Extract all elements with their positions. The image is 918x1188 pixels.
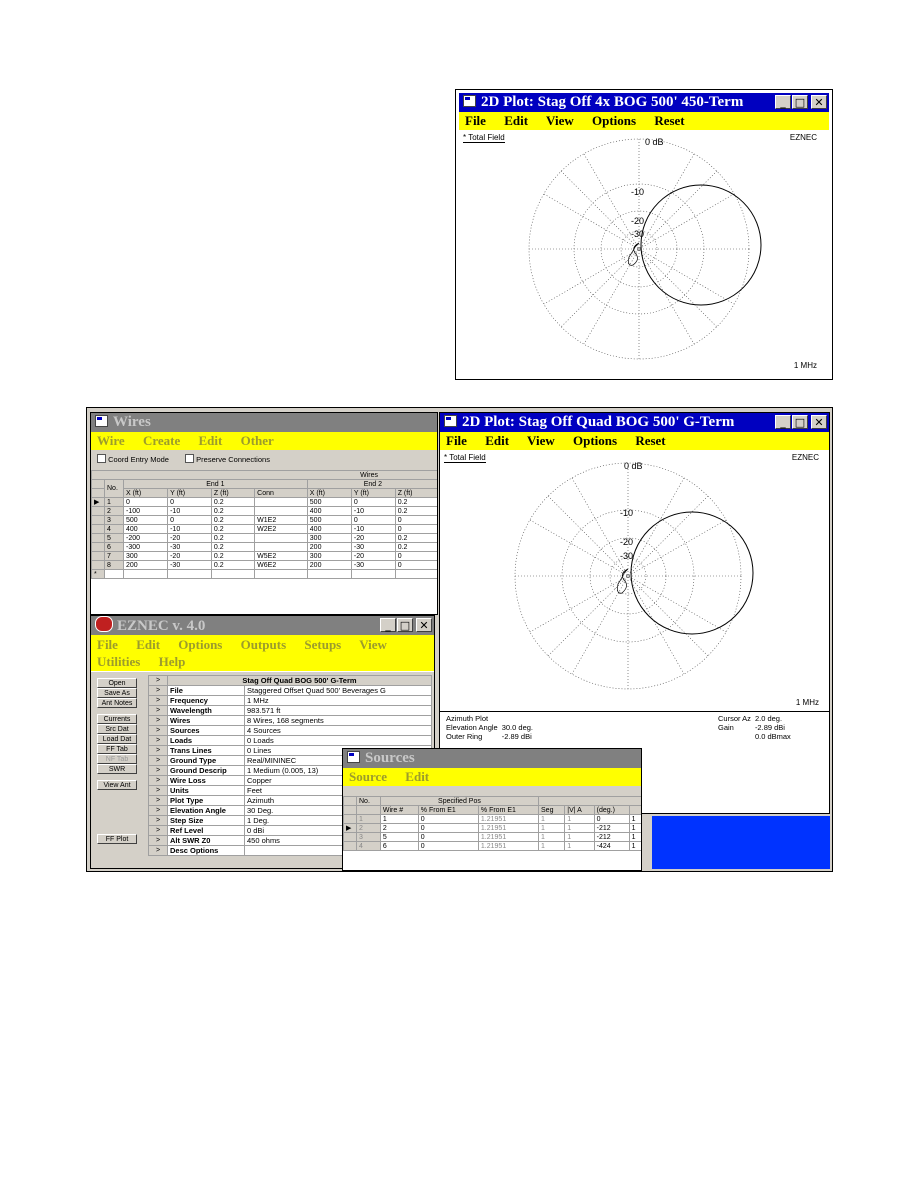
coord-entry-label: Coord Entry Mode: [108, 455, 169, 464]
source-cell[interactable]: 1: [629, 833, 642, 842]
row-arrow-button[interactable]: >: [149, 806, 168, 816]
window-icon: [347, 751, 360, 763]
top-polar-plot: [459, 131, 829, 376]
source-cell[interactable]: -212: [594, 824, 629, 833]
preserve-connections-checkbox[interactable]: [185, 454, 194, 463]
wire-cell[interactable]: 300: [307, 552, 351, 561]
source-cell[interactable]: 1: [565, 842, 594, 851]
col-end1: End 1: [124, 480, 308, 489]
wire-cell[interactable]: 0.2: [211, 507, 254, 516]
menu-edit[interactable]: Edit: [485, 433, 510, 448]
col-wire: Wire #: [380, 806, 418, 815]
row-arrow-button[interactable]: >: [149, 746, 168, 756]
row-arrow-button[interactable]: >: [149, 796, 168, 806]
summary-row[interactable]: [149, 726, 432, 736]
wire-cell[interactable]: 0: [395, 561, 438, 570]
window-title: Sources: [365, 750, 415, 766]
wire-cell[interactable]: 1: [105, 498, 124, 507]
top-plot-area[interactable]: [459, 131, 829, 376]
wire-cell[interactable]: [255, 507, 308, 516]
wire-cell[interactable]: [255, 543, 308, 552]
source-row[interactable]: [344, 833, 643, 842]
wire-cell[interactable]: 0.2: [211, 516, 254, 525]
main-polar-plot: [440, 451, 830, 711]
main-plot-area[interactable]: [440, 451, 830, 712]
source-cell[interactable]: 0: [418, 815, 478, 824]
menu-edit[interactable]: Edit: [136, 637, 161, 652]
ring-label-30: -30: [631, 229, 645, 239]
save-as-button[interactable]: Save As: [97, 688, 137, 698]
currents-button[interactable]: Currents: [97, 714, 137, 724]
source-cell[interactable]: 1.21951: [478, 842, 538, 851]
summary-key: File: [168, 686, 245, 696]
maximize-button[interactable]: □: [397, 618, 413, 632]
eznec-button-column: [97, 678, 137, 844]
summary-value: 450 ohms: [245, 836, 432, 846]
source-cell[interactable]: 0: [418, 824, 478, 833]
wire-cell[interactable]: 0: [124, 498, 168, 507]
top-plot-titlebar[interactable]: [459, 93, 829, 112]
nf-tab-button[interactable]: NF Tab: [97, 754, 137, 764]
row-selector[interactable]: [92, 525, 105, 534]
minimize-button[interactable]: _: [380, 618, 396, 632]
antenna-name: Stag Off Quad BOG 500' G-Term: [168, 676, 432, 686]
sources-menubar: [343, 768, 641, 786]
window-icon: [444, 415, 457, 427]
row-selector[interactable]: [92, 516, 105, 525]
row-arrow-button[interactable]: >: [149, 846, 168, 856]
summary-key: Ref Level: [168, 826, 245, 836]
menu-view[interactable]: View: [359, 637, 387, 652]
wire-cell[interactable]: -10: [351, 507, 395, 516]
row-arrow-button[interactable]: >: [149, 726, 168, 736]
close-button[interactable]: ✕: [811, 415, 827, 429]
summary-key: Desc Options: [168, 846, 245, 856]
wires-titlebar[interactable]: [91, 413, 437, 432]
pattern-lobe: [631, 512, 753, 634]
source-cell[interactable]: 1: [539, 815, 565, 824]
wires-table: [91, 470, 438, 579]
sources-window: [342, 748, 642, 871]
wire-cell[interactable]: 3: [105, 516, 124, 525]
col-y2: Y (ft): [351, 489, 395, 498]
wire-cell[interactable]: 8: [105, 561, 124, 570]
row-arrow-button[interactable]: >: [149, 716, 168, 726]
col-pct1: % From E1: [418, 806, 478, 815]
current-row-arrow-icon[interactable]: ▶: [344, 824, 357, 833]
plot-brand: EZNEC: [791, 453, 819, 462]
ring-label-0: 0 dB: [645, 137, 664, 147]
source-cell[interactable]: 1: [539, 842, 565, 851]
menu-file[interactable]: File: [446, 433, 467, 448]
summary-row[interactable]: [149, 716, 432, 726]
menu-view[interactable]: View: [527, 433, 555, 448]
row-arrow-button[interactable]: >: [149, 786, 168, 796]
wire-cell[interactable]: 0.2: [211, 543, 254, 552]
source-cell[interactable]: 1: [380, 815, 418, 824]
plot-legend: * Total Field: [463, 133, 505, 142]
col-z1: Z (ft): [211, 489, 254, 498]
ant-notes-button[interactable]: Ant Notes: [97, 698, 137, 708]
summary-value: 1 Medium (0.005, 13): [245, 766, 432, 776]
wire-row[interactable]: [92, 498, 439, 507]
sources-table: [343, 796, 642, 851]
row-selector[interactable]: [92, 543, 105, 552]
window-title: 2D Plot: Stag Off 4x BOG 500' 450-Term: [481, 94, 744, 110]
source-cell[interactable]: 3: [357, 833, 381, 842]
wire-row[interactable]: [92, 525, 439, 534]
bottom-composite: [86, 407, 833, 872]
view-ant-button[interactable]: View Ant: [97, 780, 137, 790]
menu-edit[interactable]: Edit: [405, 769, 430, 784]
maximize-button[interactable]: □: [792, 415, 808, 429]
wire-cell[interactable]: 300: [124, 552, 168, 561]
ff-tab-button[interactable]: FF Tab: [97, 744, 137, 754]
row-arrow-button[interactable]: >: [149, 766, 168, 776]
info-right: Cursor Az 2.0 deg. Gain -2.89 dBi 0.0 dBmax: [718, 714, 791, 741]
wire-cell[interactable]: 2: [105, 507, 124, 516]
top-plot-menubar: [459, 112, 829, 130]
wire-cell[interactable]: -200: [124, 534, 168, 543]
summary-key: Wires: [168, 716, 245, 726]
wire-cell[interactable]: 0: [351, 516, 395, 525]
menu-file[interactable]: File: [465, 113, 486, 128]
src-dat-button[interactable]: Src Dat: [97, 724, 137, 734]
summary-value: Staggered Offset Quad 500' Beverages G: [245, 686, 432, 696]
desktop-background: [652, 816, 830, 869]
summary-value: 0 dBi: [245, 826, 432, 836]
source-cell[interactable]: 0: [418, 833, 478, 842]
ring-label-0: 0 dB: [624, 461, 643, 471]
row-selector[interactable]: [92, 507, 105, 516]
info-left: Azimuth Plot Elevation Angle 30.0 deg. Outer Ring -2.89 dBi: [446, 714, 533, 741]
sources-titlebar[interactable]: [343, 749, 641, 768]
wire-cell[interactable]: 200: [124, 561, 168, 570]
summary-value: 30 Deg.: [245, 806, 432, 816]
menu-options[interactable]: Options: [591, 113, 637, 128]
menu-outputs[interactable]: Outputs: [240, 637, 287, 652]
wire-cell[interactable]: -10: [168, 507, 212, 516]
maximize-button[interactable]: □: [792, 95, 808, 109]
col-no: No.: [357, 797, 381, 806]
summary-key: Elevation Angle: [168, 806, 245, 816]
menu-help[interactable]: Help: [158, 654, 186, 669]
summary-key: Sources: [168, 726, 245, 736]
row-selector[interactable]: [92, 534, 105, 543]
main-plot-menubar: [440, 432, 829, 450]
menu-options[interactable]: Options: [178, 637, 223, 652]
summary-key: Plot Type: [168, 796, 245, 806]
menu-edit[interactable]: Edit: [198, 433, 223, 448]
row-selector[interactable]: [92, 552, 105, 561]
source-cell[interactable]: 1.21951: [478, 833, 538, 842]
wire-cell[interactable]: -30: [168, 543, 212, 552]
wire-row[interactable]: [92, 516, 439, 525]
summary-key: Wire Loss: [168, 776, 245, 786]
wire-cell[interactable]: -30: [351, 561, 395, 570]
menu-create[interactable]: Create: [142, 433, 181, 448]
wire-row[interactable]: [92, 534, 439, 543]
close-button[interactable]: ✕: [416, 618, 432, 632]
summary-value: 4 Sources: [245, 726, 432, 736]
wire-cell[interactable]: 0: [395, 516, 438, 525]
col-z2: Z (ft): [395, 489, 438, 498]
wires-options-bar: [91, 450, 437, 470]
col-seg: Seg: [539, 806, 565, 815]
source-row[interactable]: [344, 842, 643, 851]
source-row[interactable]: [344, 815, 643, 824]
source-cell[interactable]: 1: [539, 833, 565, 842]
wire-cell[interactable]: -300: [124, 543, 168, 552]
row-arrow-button[interactable]: >: [149, 776, 168, 786]
wire-cell[interactable]: 200: [307, 543, 351, 552]
menu-wire[interactable]: Wire: [97, 433, 125, 448]
source-cell[interactable]: 1: [539, 824, 565, 833]
open-button[interactable]: Open: [97, 678, 137, 688]
wire-cell[interactable]: [255, 498, 308, 507]
source-cell[interactable]: 1: [629, 824, 642, 833]
source-cell[interactable]: 1: [629, 842, 642, 851]
source-cell[interactable]: 1: [565, 824, 594, 833]
ring-label-20: -20: [620, 537, 634, 547]
wire-cell[interactable]: 500: [124, 516, 168, 525]
wire-cell[interactable]: 5: [105, 534, 124, 543]
source-cell[interactable]: 0: [418, 842, 478, 851]
preserve-connections-label: Preserve Connections: [196, 455, 270, 464]
col-specified-pos: Specified Pos: [380, 797, 538, 806]
summary-key: Ground Type: [168, 756, 245, 766]
wire-row[interactable]: [92, 507, 439, 516]
row-arrow-button[interactable]: >: [149, 816, 168, 826]
wire-cell[interactable]: 0.2: [211, 498, 254, 507]
window-title: 2D Plot: Stag Off Quad BOG 500' G-Term: [462, 414, 735, 430]
plot-frequency: 1 MHz: [795, 698, 819, 707]
wire-cell[interactable]: 0: [168, 498, 212, 507]
source-cell[interactable]: 1: [357, 815, 381, 824]
menu-file[interactable]: File: [97, 637, 118, 652]
wire-cell[interactable]: -20: [168, 552, 212, 561]
summary-value: 0 Lines: [245, 746, 432, 756]
new-row-marker: *: [92, 570, 105, 579]
col-conn: Conn: [255, 489, 308, 498]
summary-row[interactable]: [149, 686, 432, 696]
wire-row[interactable]: [92, 552, 439, 561]
source-cell[interactable]: 1.21951: [478, 815, 538, 824]
summary-value: 8 Wires, 168 segments: [245, 716, 432, 726]
row-selector[interactable]: [92, 561, 105, 570]
col-y1: Y (ft): [168, 489, 212, 498]
wire-cell[interactable]: 400: [307, 507, 351, 516]
minimize-button[interactable]: _: [775, 415, 791, 429]
window-title: Wires: [113, 414, 151, 430]
summary-key: Trans Lines: [168, 746, 245, 756]
source-cell[interactable]: -212: [594, 833, 629, 842]
summary-value: 1 MHz: [245, 696, 432, 706]
col-va: |V| A: [565, 806, 594, 815]
wire-cell[interactable]: -20: [351, 552, 395, 561]
wire-cell[interactable]: 500: [307, 516, 351, 525]
wire-cell[interactable]: 0.2: [211, 534, 254, 543]
row-arrow-button[interactable]: >: [149, 686, 168, 696]
wire-cell[interactable]: W5E2: [255, 552, 308, 561]
wire-cell[interactable]: W2E2: [255, 525, 308, 534]
current-row-arrow-icon[interactable]: ▶: [92, 498, 105, 507]
col-deg: (deg.): [594, 806, 629, 815]
plot-frequency: 1 MHz: [793, 361, 817, 370]
wires-menubar: [91, 432, 437, 450]
wire-cell[interactable]: 400: [307, 525, 351, 534]
wire-cell[interactable]: 200: [307, 561, 351, 570]
window-title: EZNEC v. 4.0: [117, 618, 206, 634]
col-x1: X (ft): [124, 489, 168, 498]
wire-cell[interactable]: 0: [395, 552, 438, 561]
wire-cell[interactable]: 4: [105, 525, 124, 534]
summary-value: 1 Deg.: [245, 816, 432, 826]
source-cell[interactable]: 1: [565, 815, 594, 824]
wire-row[interactable]: [92, 561, 439, 570]
top-plot-window: [459, 93, 829, 376]
swr-button[interactable]: SWR: [97, 764, 137, 774]
row-arrow-button[interactable]: >: [149, 826, 168, 836]
eznec-logo-icon: [95, 616, 113, 632]
source-cell[interactable]: -424: [594, 842, 629, 851]
ring-label-10: -10: [620, 508, 634, 518]
summary-row[interactable]: [149, 736, 432, 746]
wire-cell[interactable]: 0.2: [395, 507, 438, 516]
summary-key: Ground Descrip: [168, 766, 245, 776]
wires-group-header: Wires: [92, 471, 439, 480]
ring-label-20: -20: [631, 216, 645, 226]
wire-cell[interactable]: -10: [351, 525, 395, 534]
summary-key: Units: [168, 786, 245, 796]
row-selector[interactable]: [344, 842, 357, 851]
source-cell[interactable]: 0: [594, 815, 629, 824]
source-cell[interactable]: 1.21951: [478, 824, 538, 833]
ff-plot-button[interactable]: FF Plot: [97, 834, 137, 844]
wire-cell[interactable]: -10: [168, 525, 212, 534]
load-dat-button[interactable]: Load Dat: [97, 734, 137, 744]
row-selector[interactable]: [344, 815, 357, 824]
menu-reset[interactable]: Reset: [654, 113, 685, 128]
menu-utilities[interactable]: Utilities: [97, 654, 141, 669]
summary-value: Azimuth: [245, 796, 432, 806]
wire-cell[interactable]: [255, 534, 308, 543]
source-cell[interactable]: 1: [565, 833, 594, 842]
source-cell[interactable]: 2: [357, 824, 381, 833]
plot-legend: * Total Field: [444, 453, 486, 462]
summary-value: 983.571 ft: [245, 706, 432, 716]
row-selector[interactable]: [344, 833, 357, 842]
summary-value: Feet: [245, 786, 432, 796]
wire-cell[interactable]: 6: [105, 543, 124, 552]
wire-cell[interactable]: 500: [307, 498, 351, 507]
wire-cell[interactable]: -30: [351, 543, 395, 552]
eznec-titlebar[interactable]: [91, 616, 434, 635]
summary-key: Loads: [168, 736, 245, 746]
summary-value: Real/MININEC: [245, 756, 432, 766]
wire-cell[interactable]: 0.2: [395, 498, 438, 507]
summary-key: Frequency: [168, 696, 245, 706]
wire-cell[interactable]: 0.2: [211, 552, 254, 561]
wire-cell[interactable]: 300: [307, 534, 351, 543]
wire-cell[interactable]: 0.2: [395, 534, 438, 543]
row-arrow-button[interactable]: >: [149, 736, 168, 746]
col-pct2: % From E1: [478, 806, 538, 815]
wire-cell[interactable]: -100: [124, 507, 168, 516]
source-row[interactable]: [344, 824, 643, 833]
wire-cell[interactable]: 400: [124, 525, 168, 534]
col-end2: End 2: [307, 480, 438, 489]
wires-window: [90, 412, 438, 615]
window-icon: [463, 95, 476, 107]
menu-view[interactable]: View: [546, 113, 574, 128]
wire-cell[interactable]: -20: [168, 534, 212, 543]
main-plot-titlebar[interactable]: [440, 413, 829, 432]
source-cell[interactable]: 4: [357, 842, 381, 851]
wire-cell[interactable]: 0.2: [211, 525, 254, 534]
wire-cell[interactable]: 0: [395, 525, 438, 534]
minimize-button[interactable]: _: [775, 95, 791, 109]
col-no: No.: [105, 480, 124, 498]
summary-key: Wavelength: [168, 706, 245, 716]
menu-setups[interactable]: Setups: [304, 637, 342, 652]
plot-brand: EZNEC: [789, 133, 817, 142]
row-arrow-button[interactable]: >: [149, 696, 168, 706]
menu-edit[interactable]: Edit: [504, 113, 529, 128]
wire-cell[interactable]: W6E2: [255, 561, 308, 570]
col-x2: X (ft): [307, 489, 351, 498]
row-arrow-button[interactable]: >: [149, 836, 168, 846]
source-cell[interactable]: 6: [380, 842, 418, 851]
menu-reset[interactable]: Reset: [635, 433, 666, 448]
wire-cell[interactable]: W1E2: [255, 516, 308, 525]
summary-row[interactable]: [149, 696, 432, 706]
wire-cell[interactable]: 0: [168, 516, 212, 525]
coord-entry-checkbox[interactable]: [97, 454, 106, 463]
wire-cell[interactable]: 0.2: [395, 543, 438, 552]
summary-key: Step Size: [168, 816, 245, 826]
ring-label-10: -10: [631, 187, 645, 197]
summary-value: Copper: [245, 776, 432, 786]
summary-row[interactable]: [149, 706, 432, 716]
source-cell[interactable]: 1: [629, 815, 642, 824]
menu-options[interactable]: Options: [572, 433, 618, 448]
wire-cell[interactable]: 0: [351, 498, 395, 507]
header-arrow[interactable]: >: [149, 676, 168, 686]
source-cell[interactable]: 5: [380, 833, 418, 842]
wire-cell[interactable]: 7: [105, 552, 124, 561]
wire-cell[interactable]: -20: [351, 534, 395, 543]
menu-source[interactable]: Source: [349, 769, 388, 784]
menu-other[interactable]: Other: [240, 433, 274, 448]
wire-row[interactable]: [92, 543, 439, 552]
source-cell[interactable]: 2: [380, 824, 418, 833]
top-plot-frame: [455, 89, 833, 380]
wire-cell[interactable]: 0.2: [211, 561, 254, 570]
row-arrow-button[interactable]: >: [149, 756, 168, 766]
summary-key: Alt SWR Z0: [168, 836, 245, 846]
summary-value: 0 Loads: [245, 736, 432, 746]
eznec-menubar: [91, 635, 434, 671]
pattern-lobe: [641, 185, 761, 305]
ring-label-30: -30: [620, 551, 634, 561]
close-button[interactable]: ✕: [811, 95, 827, 109]
window-icon: [95, 415, 108, 427]
row-arrow-button[interactable]: >: [149, 706, 168, 716]
wire-cell[interactable]: -30: [168, 561, 212, 570]
